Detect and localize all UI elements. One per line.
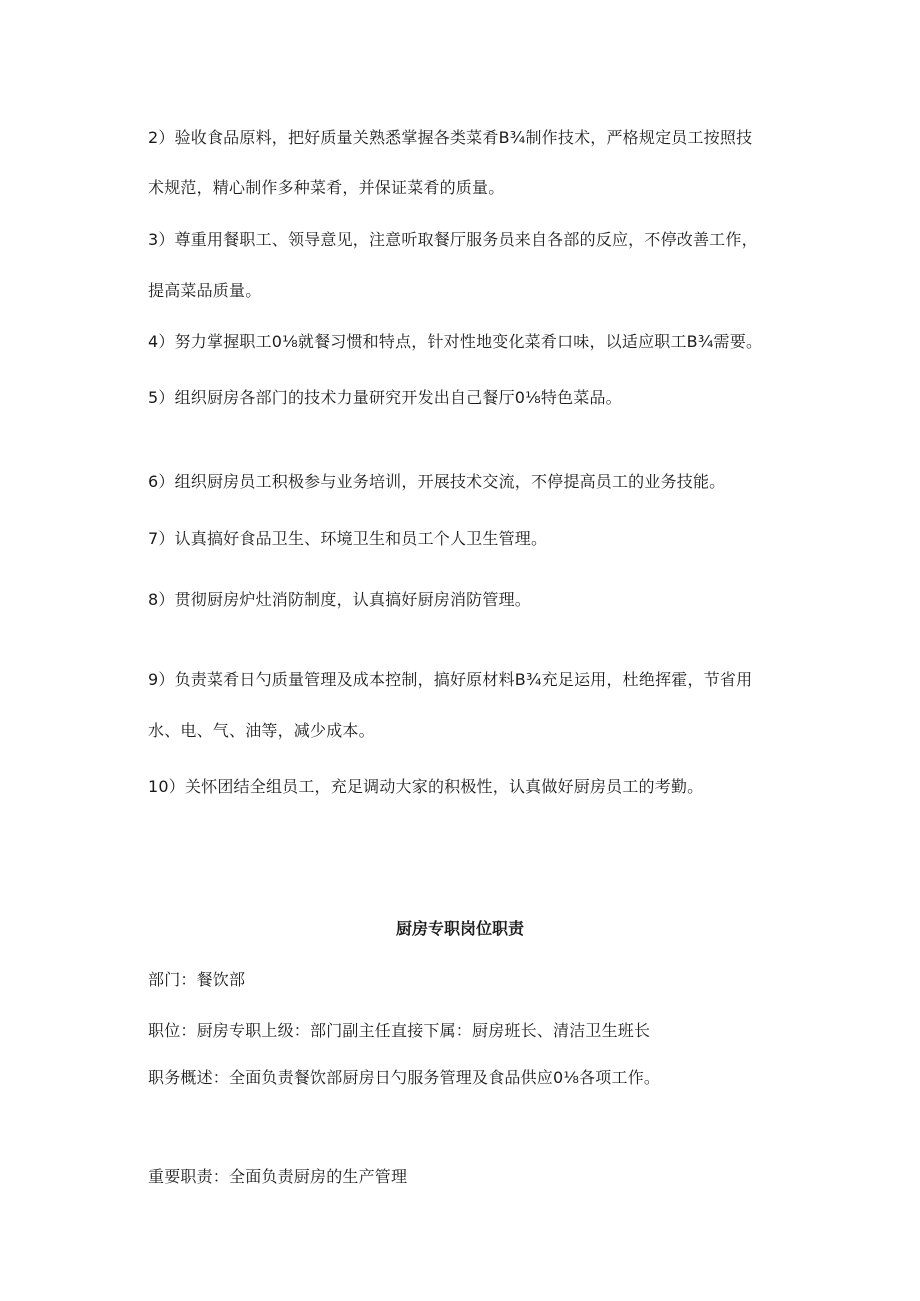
duty-2-line-2: 术规范，精心制作多种菜肴，并保证菜肴的质量。 — [148, 178, 505, 197]
duty-6: 6）组织厨房员工积极参与业务培训，开展技术交流，不停提高员工的业务技能。 — [148, 472, 726, 491]
duty-4: 4）努力掌握职工0⅛就餐习惯和特点，针对性地变化菜肴口味，以适应职工B¾需要。 — [148, 332, 763, 351]
main-duty-line: 重要职责：全面负责厨房的生产管理 — [148, 1167, 408, 1186]
duty-9-line-1: 9）负责菜肴日勺质量管理及成本控制，搞好原材料B¾充足运用，杜绝挥霍，节省用 — [148, 670, 753, 689]
duty-10: 10）关怀团结全组员工，充足调动大家的积极性，认真做好厨房员工的考勤。 — [148, 777, 704, 796]
duty-3-line-1: 3）尊重用餐职工、领导意见，注意听取餐厅服务员来自各部的反应，不停改善工作， — [148, 230, 758, 249]
department-line: 部门：餐饮部 — [148, 970, 246, 989]
duty-8: 8）贯彻厨房炉灶消防制度，认真搞好厨房消防管理。 — [148, 590, 531, 609]
position-line: 职位：厨房专职上级：部门副主任直接下属：厨房班长、清洁卫生班长 — [148, 1021, 651, 1040]
overview-line: 职务概述：全面负责餐饮部厨房日勺服务管理及食品供应0⅛各项工作。 — [148, 1068, 661, 1087]
duty-2-line-1: 2）验收食品原料，把好质量关熟悉掌握各类菜肴B¾制作技术，严格规定员工按照技 — [148, 128, 753, 147]
section-title: 厨房专职岗位职责 — [395, 919, 524, 938]
duty-5: 5）组织厨房各部门的技术力量研究开发出自己餐厅0⅛特色菜品。 — [148, 388, 622, 407]
duty-3-line-2: 提高菜品质量。 — [148, 281, 262, 300]
duty-7: 7）认真搞好食品卫生、环境卫生和员工个人卫生管理。 — [148, 529, 548, 548]
duty-9-line-2: 水、电、气、油等，减少成本。 — [148, 721, 375, 740]
